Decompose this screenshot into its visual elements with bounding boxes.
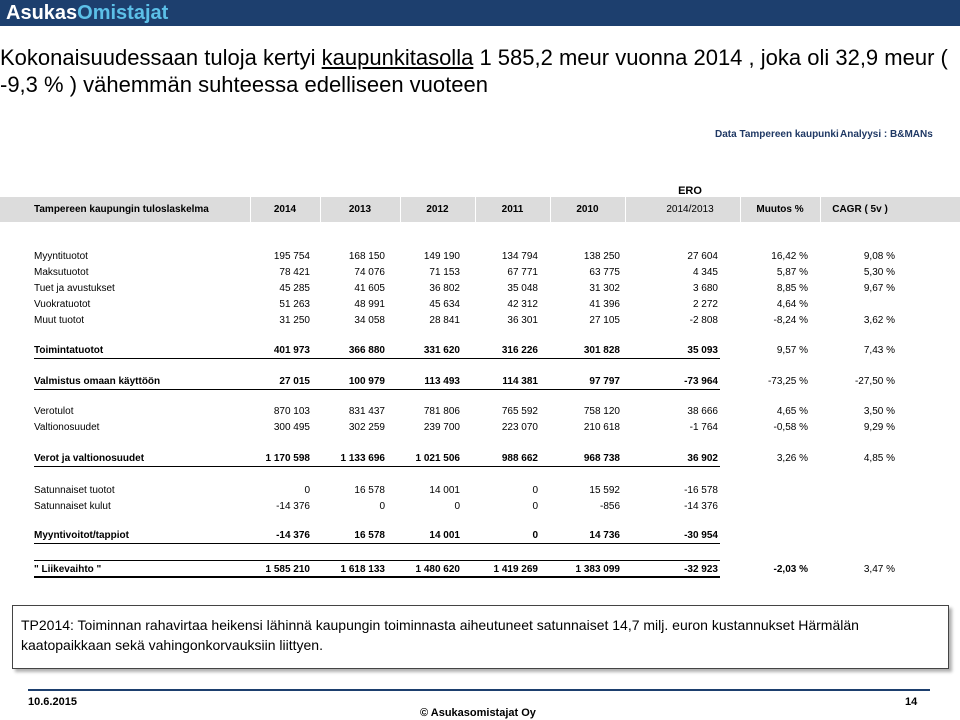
cell: 31 250 (279, 315, 310, 326)
row-overline (34, 560, 720, 561)
brand-logo (6, 0, 168, 26)
change-header: Muutos % (756, 204, 804, 215)
cell: 78 421 (279, 267, 310, 278)
cell: 168 150 (348, 251, 385, 262)
row-label: Satunnaiset tuotot (34, 485, 115, 496)
ero-cell: 36 902 (687, 453, 718, 464)
row-label: Myyntivoitot/tappiot (34, 530, 129, 541)
cell: 16 578 (354, 485, 385, 496)
row-label: " Liikevaihto " (34, 564, 102, 575)
change-cell: 4,64 % (776, 299, 808, 310)
cell: 401 973 (273, 345, 310, 356)
title-underlined: kaupunkitasolla (321, 45, 474, 70)
cell: 210 618 (583, 422, 620, 433)
cell: 300 495 (273, 422, 310, 433)
page-number: 14 (905, 696, 918, 708)
ero-cell: 2 272 (692, 299, 718, 310)
cagr-cell: -27,50 % (854, 376, 895, 387)
row-double-underline (34, 576, 720, 578)
cell: 16 578 (354, 530, 385, 541)
cell: 331 620 (423, 345, 460, 356)
change-cell: 3,26 % (776, 453, 808, 464)
row-underline (34, 466, 720, 467)
change-cell: 5,87 % (776, 267, 808, 278)
brand-part-2: Omistajat (77, 2, 169, 24)
cell: -14 376 (276, 501, 310, 512)
cell: 15 592 (589, 485, 620, 496)
note-text: TP2014: Toiminnan rahavirtaa heikensi lähinnä kaupungin toiminnasta aiheutuneet satunnaiset 14,7 milj. euron kustannukset Härmälän kaatopaikkaan sekä vahingonkorvauksiin liittyen. (21, 617, 859, 653)
change-cell: 8,85 % (776, 283, 808, 294)
cell: 31 302 (589, 283, 620, 294)
cell: 27 015 (279, 376, 310, 387)
cell: 14 736 (589, 530, 620, 541)
cell: 28 841 (429, 315, 460, 326)
page-title (0, 44, 950, 98)
cell: 0 (454, 501, 460, 512)
cell: 35 048 (507, 283, 538, 294)
change-cell: 9,57 % (776, 345, 808, 356)
row-label: Toimintatuotot (34, 345, 104, 356)
year-header: 2012 (426, 204, 449, 215)
cell: 302 259 (348, 422, 385, 433)
row-label: Myyntituotot (34, 251, 88, 262)
cell: 988 662 (501, 453, 538, 464)
brand-part-1: Asukas (6, 2, 78, 24)
ero-cell: 38 666 (687, 406, 718, 417)
change-cell: 16,42 % (771, 251, 808, 262)
row-label: Verotulot (34, 406, 74, 417)
cell: 74 076 (354, 267, 385, 278)
title-pre: Kokonaisuudessaan tuloja kertyi (0, 45, 322, 70)
ero-cell: 3 680 (692, 283, 718, 294)
row-label: Valtionosuudet (34, 422, 100, 433)
row-label: Vuokratuotot (34, 299, 91, 310)
year-header: 2010 (576, 204, 599, 215)
cell: 97 797 (589, 376, 620, 387)
ero-sub-header: 2014/2013 (666, 204, 714, 215)
row-label: Tuet ja avustukset (34, 283, 115, 294)
ero-cell: -32 923 (684, 564, 718, 575)
cell: 781 806 (423, 406, 460, 417)
cell: 45 285 (279, 283, 310, 294)
cell: 239 700 (423, 422, 460, 433)
cell: 149 190 (423, 251, 460, 262)
cell: 1 170 598 (265, 453, 310, 464)
ero-cell: 27 604 (687, 251, 718, 262)
cell: 1 383 099 (575, 564, 620, 575)
change-cell: -0,58 % (773, 422, 808, 433)
data-source-label: Data Tampereen kaupunki (715, 129, 839, 140)
ero-cell: -30 954 (684, 530, 718, 541)
header-separator (625, 197, 626, 222)
ero-cell: 35 093 (687, 345, 718, 356)
row-label: Valmistus omaan käyttöön (34, 376, 161, 387)
row-label: Verot ja valtionosuudet (34, 453, 145, 464)
cagr-cell: 3,62 % (863, 315, 895, 326)
footer-copyright: © Asukasomistajat Oy (420, 707, 536, 719)
row-label: Muut tuotot (34, 315, 85, 326)
cell: 14 001 (429, 485, 460, 496)
top-bar (0, 0, 960, 26)
change-cell: 4,65 % (776, 406, 808, 417)
cagr-cell: 3,50 % (863, 406, 895, 417)
cell: 1 618 133 (340, 564, 385, 575)
ero-cell: -1 764 (689, 422, 718, 433)
cell: 1 585 210 (265, 564, 310, 575)
cell: -856 (599, 501, 620, 512)
cell: 134 794 (501, 251, 538, 262)
cell: 114 381 (502, 376, 538, 387)
cagr-cell: 5,30 % (863, 267, 895, 278)
change-cell: -8,24 % (773, 315, 808, 326)
cagr-cell: 9,67 % (863, 283, 895, 294)
cell: 968 738 (583, 453, 620, 464)
cell: 831 437 (348, 406, 385, 417)
cell: 0 (532, 485, 538, 496)
cell: 34 058 (354, 315, 385, 326)
year-header: 2013 (348, 204, 372, 215)
ero-cell: -14 376 (684, 501, 718, 512)
ero-header: ERO (678, 185, 702, 197)
ero-cell: -16 578 (684, 485, 718, 496)
cell: 0 (532, 501, 538, 512)
footer-date: 10.6.2015 (28, 696, 77, 708)
cell: 138 250 (583, 251, 620, 262)
cagr-cell: 7,43 % (863, 345, 895, 356)
cell: 0 (304, 485, 310, 496)
cell: 45 634 (429, 299, 460, 310)
year-header: 2014 (273, 204, 297, 215)
cell: 1 419 269 (493, 564, 538, 575)
cell: 67 771 (507, 267, 538, 278)
cell: 223 070 (501, 422, 538, 433)
cell: 758 120 (583, 406, 620, 417)
cell: 0 (379, 501, 385, 512)
cell: 870 103 (273, 406, 310, 417)
footer-divider (28, 689, 930, 691)
cell: 113 493 (424, 376, 460, 387)
cell: 316 226 (501, 345, 538, 356)
cell: 36 802 (429, 283, 460, 294)
cagr-cell: 9,29 % (863, 422, 895, 433)
cagr-cell: 4,85 % (863, 453, 895, 464)
cell: -14 376 (276, 530, 310, 541)
analysis-source-label: Analyysi : B&MANs (840, 129, 933, 140)
cell: 195 754 (273, 251, 310, 262)
cell: 100 979 (348, 376, 385, 387)
ero-cell: 4 345 (692, 267, 718, 278)
cell: 41 605 (354, 283, 385, 294)
year-header: 2011 (501, 204, 524, 215)
cell: 63 775 (589, 267, 620, 278)
change-cell: -2,03 % (773, 564, 808, 575)
cell: 1 133 696 (340, 453, 385, 464)
row-label: Satunnaiset kulut (34, 501, 111, 512)
cagr-header: CAGR ( 5v ) (832, 204, 888, 215)
cell: 71 153 (429, 267, 460, 278)
cell: 27 105 (589, 315, 620, 326)
ero-cell: -2 808 (689, 315, 718, 326)
note-box (12, 605, 949, 669)
cell: 41 396 (589, 299, 620, 310)
cagr-cell: 3,47 % (863, 564, 895, 575)
cagr-cell: 9,08 % (863, 251, 895, 262)
cell: 301 828 (583, 345, 620, 356)
title-post: 1 585,2 meur vuonna 2014 , joka oli 32,9 meur ( -9,3 % ) vähemmän suhteessa edelliseen vuoteen (0, 45, 948, 97)
table-title: Tampereen kaupungin tuloslaskelma (34, 204, 209, 215)
ero-cell: -73 964 (684, 376, 718, 387)
cell: 14 001 (429, 530, 460, 541)
cell: 1 480 620 (415, 564, 460, 575)
cell: 42 312 (507, 299, 538, 310)
row-label: Maksutuotot (34, 267, 89, 278)
cell: 366 880 (348, 345, 385, 356)
row-underline (34, 389, 720, 390)
change-cell: -73,25 % (767, 376, 808, 387)
row-underline (34, 358, 720, 359)
cell: 1 021 506 (415, 453, 460, 464)
cell: 51 263 (279, 299, 310, 310)
cell: 765 592 (501, 406, 538, 417)
row-underline (34, 543, 720, 544)
cell: 0 (532, 530, 538, 541)
cell: 36 301 (507, 315, 538, 326)
cell: 48 991 (354, 299, 385, 310)
